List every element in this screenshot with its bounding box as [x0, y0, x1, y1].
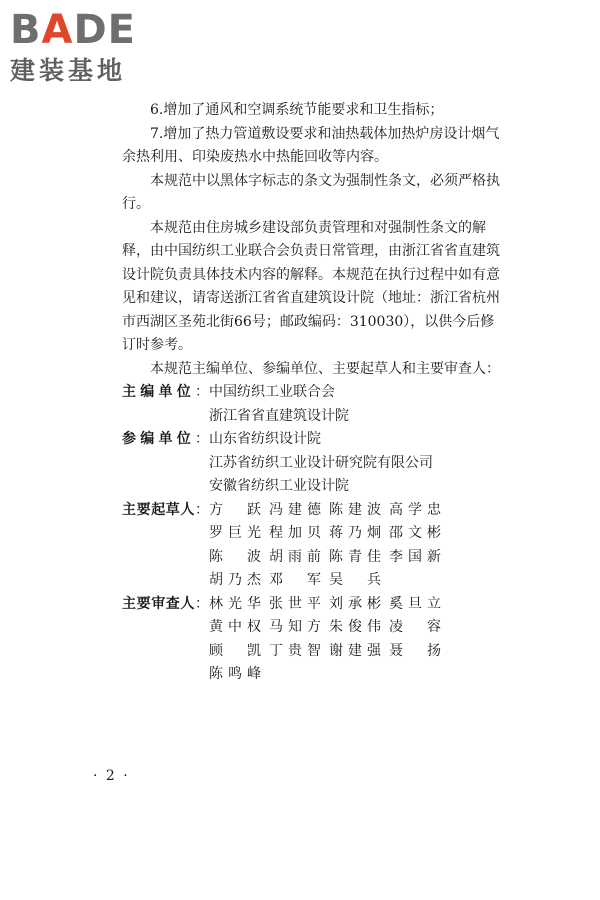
participating-unit: 山东省纺织设计院: [209, 431, 321, 447]
reviewer-name: 马知方: [269, 619, 321, 635]
drafter-name: 高学忠: [389, 501, 441, 518]
drafters-row: [122, 499, 502, 593]
reviewer-name: 刘承彬: [329, 595, 381, 612]
reviewer-name: 谢建强: [329, 642, 381, 659]
paragraph-mandatory-clauses: 本规范中以黑体字标志的条文为强制性条文，必须严格执行。: [122, 172, 500, 212]
reviewer-name: 朱俊伟: [329, 619, 381, 635]
brand-logo: [10, 8, 136, 86]
drafter-name: 陈青佳: [329, 548, 381, 565]
logo-wordmark: [10, 8, 136, 52]
chief-units-row: [122, 381, 502, 428]
document-body: [122, 99, 502, 687]
chief-unit: 浙江省省直建筑设计院: [209, 407, 349, 424]
reviewers-list: [209, 593, 502, 687]
participating-units-row: [122, 428, 502, 499]
drafters-list: [209, 499, 502, 593]
drafter-name: 邓 军: [269, 572, 321, 588]
drafter-name: 胡乃杰: [209, 572, 261, 588]
reviewer-name: 陈鸣峰: [209, 666, 261, 682]
reviewer-name: 凌 容: [389, 619, 441, 635]
drafter-name: 冯建德: [269, 501, 321, 518]
page-number: · 2 ·: [93, 768, 130, 784]
paragraph-item-6: 6.增加了通风和空调系统节能要求和卫生指标；: [150, 102, 444, 118]
logo-chinese-name: 建装基地: [10, 56, 127, 85]
drafter-name: 方 跃: [209, 501, 261, 518]
drafter-name: 胡雨前: [269, 548, 321, 565]
paragraph-roles-intro: 本规范主编单位、参编单位、主要起草人和主要审查人：: [150, 360, 500, 377]
reviewer-name: 林光华: [209, 595, 261, 612]
reviewers-label: 主要审查人：: [122, 595, 209, 612]
participating-units-label: 参编单位：: [122, 431, 209, 447]
participating-unit: 江苏省纺织工业设计研究院有限公司: [209, 454, 433, 471]
participating-unit: 安徽省纺织工业设计院: [209, 478, 349, 494]
reviewer-name: 聂 扬: [389, 642, 441, 659]
drafter-name: 邵文彬: [389, 525, 441, 541]
reviewer-name: 丁贵智: [269, 642, 321, 659]
logo-letters-de: DE: [73, 7, 136, 53]
drafter-name: 陈建波: [329, 501, 381, 518]
drafter-name: 程加贝: [269, 525, 321, 541]
chief-units-label: 主编单位：: [122, 384, 209, 400]
logo-letter-a: A: [41, 7, 74, 53]
paragraph-management: 本规范由住房城乡建设部负责管理和对强制性条文的解释，由中国纺织工业联合会负责日常管理，由浙江省省直建筑设计院负责具体技术内容的解释。本规范在执行过程中如有意见和建议，请寄送浙江省省直建筑设计院（地址：浙江省杭州市西湖区圣苑北街66号；邮政编码：310030），以供今后修订时参考。: [122, 219, 500, 353]
reviewer-name: 顾 凯: [209, 642, 261, 659]
reviewers-row: [122, 593, 502, 687]
drafter-name: 罗巨光: [209, 525, 261, 541]
reviewer-name: 奚旦立: [389, 595, 441, 612]
drafter-name: 吴 兵: [329, 572, 381, 588]
drafter-name: 李国新: [389, 548, 441, 565]
drafter-name: 蒋乃炯: [329, 525, 381, 541]
chief-unit: 中国纺织工业联合会: [209, 384, 335, 400]
paragraph-item-7: 7.增加了热力管道敷设要求和油热载体加热炉房设计烟气余热利用、印染废热水中热能回收等内容。: [122, 125, 500, 165]
reviewer-name: 张世平: [269, 595, 321, 612]
reviewer-name: 黄中权: [209, 619, 261, 635]
roles-section: [122, 381, 502, 687]
drafters-label: 主要起草人：: [122, 501, 209, 518]
logo-letter-b: B: [10, 7, 42, 53]
drafter-name: 陈 波: [209, 548, 261, 565]
